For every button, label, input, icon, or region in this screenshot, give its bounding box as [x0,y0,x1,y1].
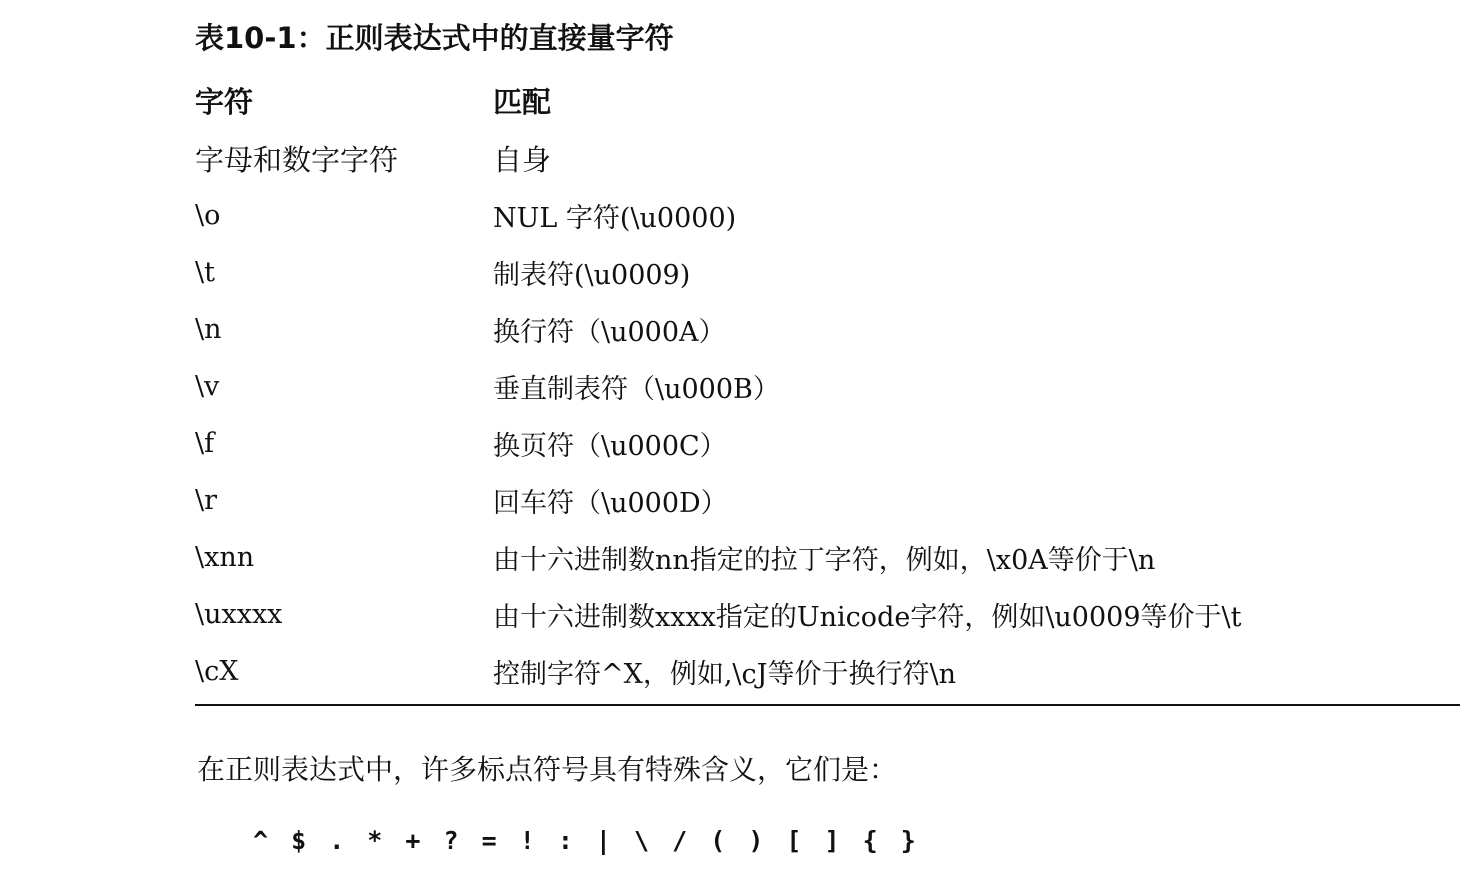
cell-character: \uxxxx [195,599,283,630]
cell-character: \f [195,428,215,459]
body-paragraph: 在正则表达式中，许多标点符号具有特殊含义，它们是： [197,753,898,786]
table-row [195,187,1460,244]
punctuation-list: ^ $ . * + ? = ! : | \ / ( ) [ ] { } [253,826,920,855]
table-row [195,130,1460,187]
cell-match: 换行符（\u000A） [493,317,726,348]
header-match: 匹配 [493,84,552,119]
cell-character: \v [195,371,220,402]
cell-character: \r [195,485,218,516]
cell-match: 制表符(\u0009) [493,260,691,291]
cell-match: 换页符（\u000C） [493,431,727,462]
cell-character: \t [195,257,215,288]
cell-character: \cX [195,656,239,687]
table-row [195,301,1460,358]
cell-character: 字母和数字字符 [195,143,399,177]
cell-match: NUL 字符(\u0000) [493,203,737,234]
cell-match: 由十六进制数xxxx指定的Unicode字符，例如\u0009等价于\t [493,602,1242,633]
table-row [195,415,1460,472]
table-row [195,472,1460,529]
cell-match: 垂直制表符（\u000B） [493,374,780,405]
cell-match: 自身 [493,143,552,177]
table-row [195,529,1460,586]
cell-match: 由十六进制数nn指定的拉丁字符，例如，\x0A等价于\n [493,545,1156,576]
cell-match: 控制字符^X，例如,\cJ等价于换行符\n [493,659,956,690]
table-row [195,358,1460,415]
cell-character: \xnn [195,542,255,573]
table-header-row [195,70,1460,130]
table-caption: 表10-1：正则表达式中的直接量字符 [195,21,674,55]
cell-character: \n [195,314,222,345]
table-row [195,586,1460,643]
literal-characters-table [195,70,1460,700]
header-character: 字符 [195,84,254,119]
table-bottom-rule [195,704,1460,706]
table-row [195,244,1460,301]
table-row [195,643,1460,700]
cell-character: \o [195,200,221,231]
cell-match: 回车符（\u000D） [493,488,728,519]
